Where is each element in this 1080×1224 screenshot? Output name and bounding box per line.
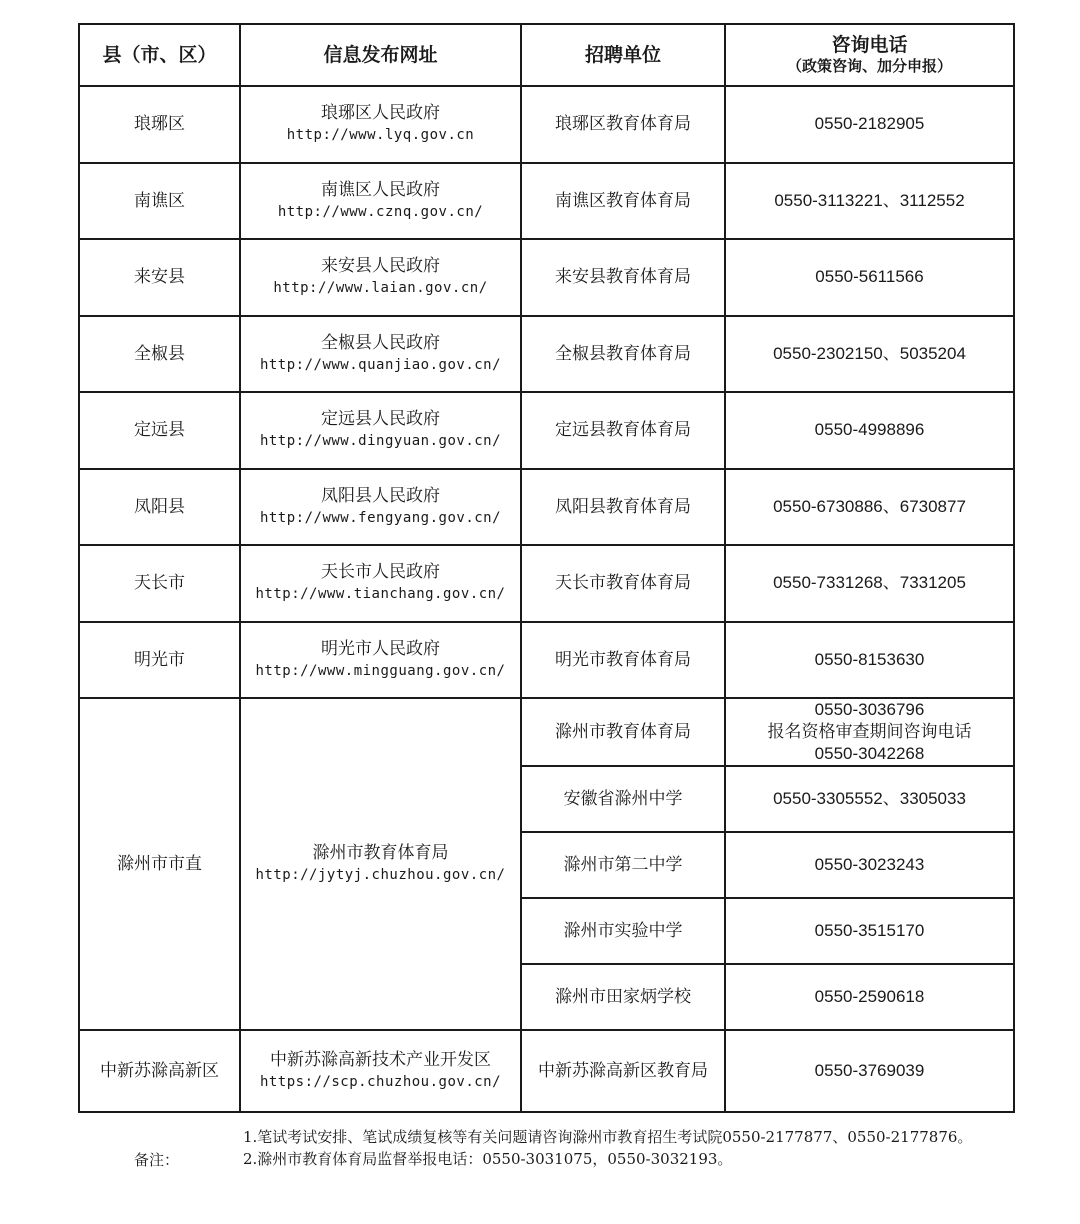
phone-cell: 0550-7331268、7331205	[725, 545, 1014, 622]
phone-line: 报名资格审查期间咨询电话	[767, 722, 972, 741]
county-cell: 明光市	[79, 622, 240, 699]
header-website: 信息发布网址	[240, 24, 521, 86]
site-url-link[interactable]: http://www.tianchang.gov.cn/	[255, 586, 506, 603]
table-row	[79, 316, 1014, 393]
header-phone-subtitle: （政策咨询、加分申报）	[786, 57, 952, 75]
unit-cell: 定远县教育体育局	[521, 392, 725, 469]
unit-cell: 明光市教育体育局	[521, 622, 725, 699]
unit-cell: 凤阳县教育体育局	[521, 469, 725, 546]
county-cell: 定远县	[79, 392, 240, 469]
notes-section	[78, 1124, 1013, 1194]
phone-cell: 0550-3769039	[725, 1030, 1014, 1112]
unit-cell: 安徽省滁州中学	[521, 766, 725, 832]
website-cell	[240, 698, 521, 1030]
site-url-link[interactable]: https://scp.chuzhou.gov.cn/	[259, 1074, 502, 1090]
unit-cell: 琅琊区教育体育局	[521, 86, 725, 163]
header-phone	[725, 24, 1014, 86]
county-cell: 全椒县	[79, 316, 240, 393]
table-row	[79, 698, 1014, 766]
table-header-row	[79, 24, 1014, 86]
site-url-link[interactable]: http://www.fengyang.gov.cn/	[259, 509, 502, 526]
site-url-link[interactable]: http://www.lyq.gov.cn	[286, 127, 475, 144]
county-cell: 南谯区	[79, 163, 240, 240]
site-name: 滁州市教育体育局	[312, 843, 449, 863]
table-row	[79, 392, 1014, 469]
site-name: 天长市人民政府	[321, 562, 440, 583]
phone-cell: 0550-5611566	[725, 239, 1014, 316]
unit-cell: 滁州市第二中学	[521, 832, 725, 898]
phone-cell	[725, 898, 1014, 964]
county-cell: 琅琊区	[79, 86, 240, 163]
header-county: 县（市、区）	[79, 24, 240, 86]
phone-cell: 0550-2182905	[725, 86, 1014, 163]
unit-cell: 滁州市教育体育局	[521, 698, 725, 766]
site-url-link[interactable]: http://www.mingguang.gov.cn/	[255, 662, 506, 679]
site-name: 南谯区人民政府	[321, 179, 440, 200]
county-cell: 滁州市市直	[79, 698, 240, 1030]
website-cell	[240, 1030, 521, 1112]
phone-cell: 0550-6730886、6730877	[725, 469, 1014, 546]
table-row	[79, 545, 1014, 622]
site-url-link[interactable]: http://www.laian.gov.cn/	[273, 280, 488, 297]
note-item-1: 1.笔试考试安排、笔试成绩复核等有关问题请咨询滁州市教育招生考试院0550-2177877、0550-2177876。	[243, 1128, 973, 1146]
site-url-link[interactable]: http://www.quanjiao.gov.cn/	[259, 356, 502, 373]
table-row	[79, 163, 1014, 240]
unit-cell: 南谯区教育体育局	[521, 163, 725, 240]
unit-cell: 来安县教育体育局	[521, 239, 725, 316]
website-cell	[240, 469, 521, 546]
phone-cell: 0550-3113221、3112552	[725, 163, 1014, 240]
site-name: 明光市人民政府	[321, 638, 440, 659]
website-cell	[240, 392, 521, 469]
site-url-link[interactable]: http://www.dingyuan.gov.cn/	[259, 433, 502, 450]
phone-line: 0550-3036796	[814, 700, 925, 719]
table-row	[79, 239, 1014, 316]
website-cell	[240, 622, 521, 699]
table-row	[79, 622, 1014, 699]
phone-cell: 0550-8153630	[725, 622, 1014, 699]
table-row	[79, 86, 1014, 163]
county-cell: 天长市	[79, 545, 240, 622]
site-name: 定远县人民政府	[321, 409, 440, 430]
unit-cell: 滁州市田家炳学校	[521, 964, 725, 1030]
website-cell	[240, 239, 521, 316]
phone-line: 0550-3023243	[814, 855, 925, 874]
table-body	[79, 86, 1014, 1112]
site-name: 来安县人民政府	[321, 256, 440, 277]
phone-cell	[725, 964, 1014, 1030]
phone-line: 0550-3515170	[814, 921, 925, 940]
phone-cell: 0550-4998896	[725, 392, 1014, 469]
unit-cell: 全椒县教育体育局	[521, 316, 725, 393]
phone-cell	[725, 698, 1014, 766]
phone-cell	[725, 766, 1014, 832]
site-url-link[interactable]: http://www.cznq.gov.cn/	[277, 203, 484, 220]
header-phone-title: 咨询电话	[831, 34, 908, 56]
table-row	[79, 1030, 1014, 1112]
website-cell	[240, 163, 521, 240]
phone-cell: 0550-2302150、5035204	[725, 316, 1014, 393]
table-row	[79, 469, 1014, 546]
county-cell: 中新苏滁高新区	[79, 1030, 240, 1112]
header-unit: 招聘单位	[521, 24, 725, 86]
notes-body	[243, 1126, 1013, 1170]
website-cell	[240, 316, 521, 393]
site-name: 全椒县人民政府	[321, 332, 440, 353]
notes-label: 备注：	[134, 1151, 180, 1169]
phone-cell	[725, 832, 1014, 898]
phone-line: 0550-3305552、3305033	[773, 789, 966, 808]
county-cell: 凤阳县	[79, 469, 240, 546]
note-item-2: 2.滁州市教育体育局监督举报电话：0550-3031075，0550-3032193。	[243, 1150, 733, 1168]
site-url-link[interactable]: http://jytyj.chuzhou.gov.cn/	[255, 867, 506, 883]
site-name: 琅琊区人民政府	[321, 103, 440, 124]
phone-line: 0550-2590618	[814, 987, 925, 1006]
phone-line: 0550-3042268	[814, 744, 925, 763]
county-cell: 来安县	[79, 239, 240, 316]
website-cell	[240, 86, 521, 163]
unit-cell: 滁州市实验中学	[521, 898, 725, 964]
site-name: 凤阳县人民政府	[321, 485, 440, 506]
recruitment-contact-table	[78, 23, 1015, 1113]
unit-cell: 天长市教育体育局	[521, 545, 725, 622]
website-cell	[240, 545, 521, 622]
site-name: 中新苏滁高新技术产业开发区	[270, 1050, 491, 1070]
unit-cell: 中新苏滁高新区教育局	[521, 1030, 725, 1112]
